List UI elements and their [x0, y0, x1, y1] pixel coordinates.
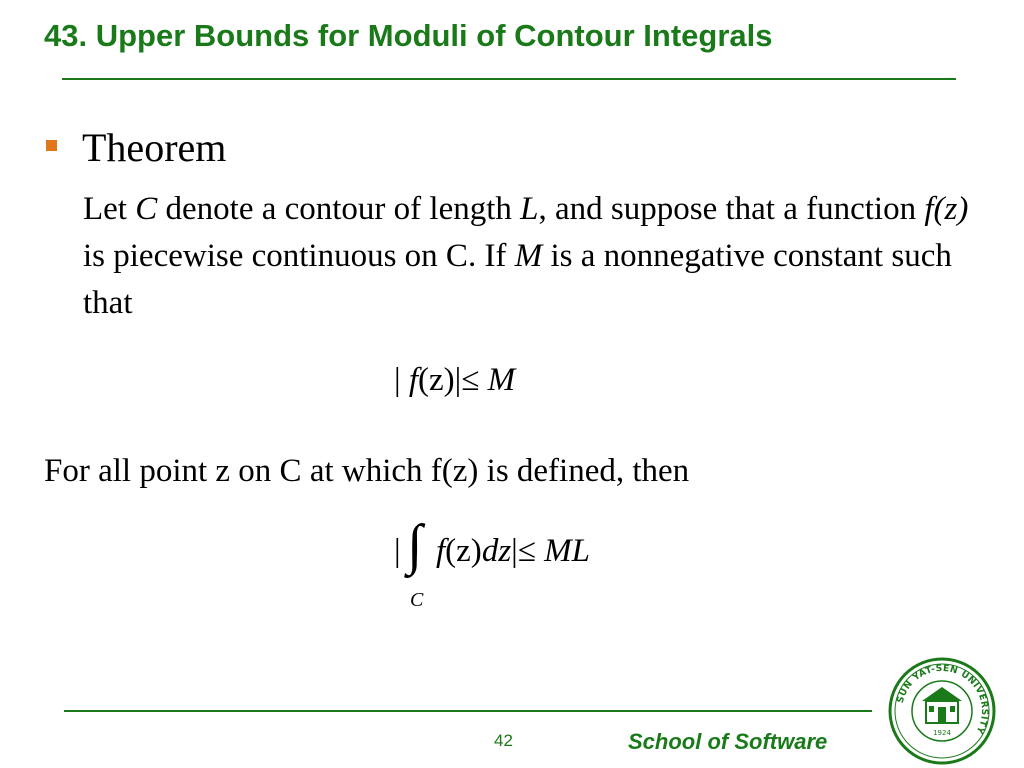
condition-text: For all point z on C at which f(z) is defined, then — [44, 453, 690, 489]
theorem-text-part: is piecewise continuous on C. If — [83, 238, 515, 274]
theorem-text — [83, 186, 973, 327]
theorem-heading: Theorem — [82, 125, 227, 170]
relation: |≤ — [511, 533, 536, 569]
abs-bar: | — [394, 533, 401, 569]
integrand — [436, 533, 590, 570]
bound-ml: ML — [544, 533, 590, 569]
func-arg: (z) — [418, 362, 455, 398]
square-bullet-icon — [46, 140, 57, 151]
theorem-text-part: Let — [83, 191, 136, 227]
abs-bar: | — [394, 362, 401, 398]
relation: |≤ — [454, 362, 480, 398]
page-number: 42 — [494, 731, 513, 750]
footer-school-name: School of Software — [628, 729, 828, 754]
slide-title: 43. Upper Bounds for Moduli of Contour Integrals — [44, 18, 773, 53]
func-f: f — [436, 533, 446, 569]
var-fz: f(z) — [924, 191, 969, 227]
university-logo — [888, 657, 996, 765]
theorem-text-part: is a nonnegative constant such that — [83, 238, 952, 321]
logo-ring-text: SUN YAT-SEN UNIVERSITY — [895, 663, 990, 736]
bound-m: M — [487, 362, 516, 398]
var-c: C — [135, 191, 158, 227]
var-m: M — [514, 238, 543, 274]
integral-subscript: C — [410, 589, 424, 611]
differential: dz — [481, 533, 512, 569]
integral-bound-formula — [394, 514, 714, 617]
footer-divider — [64, 710, 872, 712]
func-f: f — [408, 362, 419, 398]
func-arg: (z) — [445, 533, 482, 569]
theorem-text-part: denote a contour of length — [157, 191, 521, 227]
var-l: L — [520, 191, 539, 227]
integral-sign-icon: ∫ — [407, 514, 423, 576]
bound-formula — [394, 362, 515, 399]
title-divider — [62, 78, 956, 80]
logo-year: 1924 — [933, 729, 951, 737]
theorem-text-part: , and suppose that a function — [538, 191, 925, 227]
